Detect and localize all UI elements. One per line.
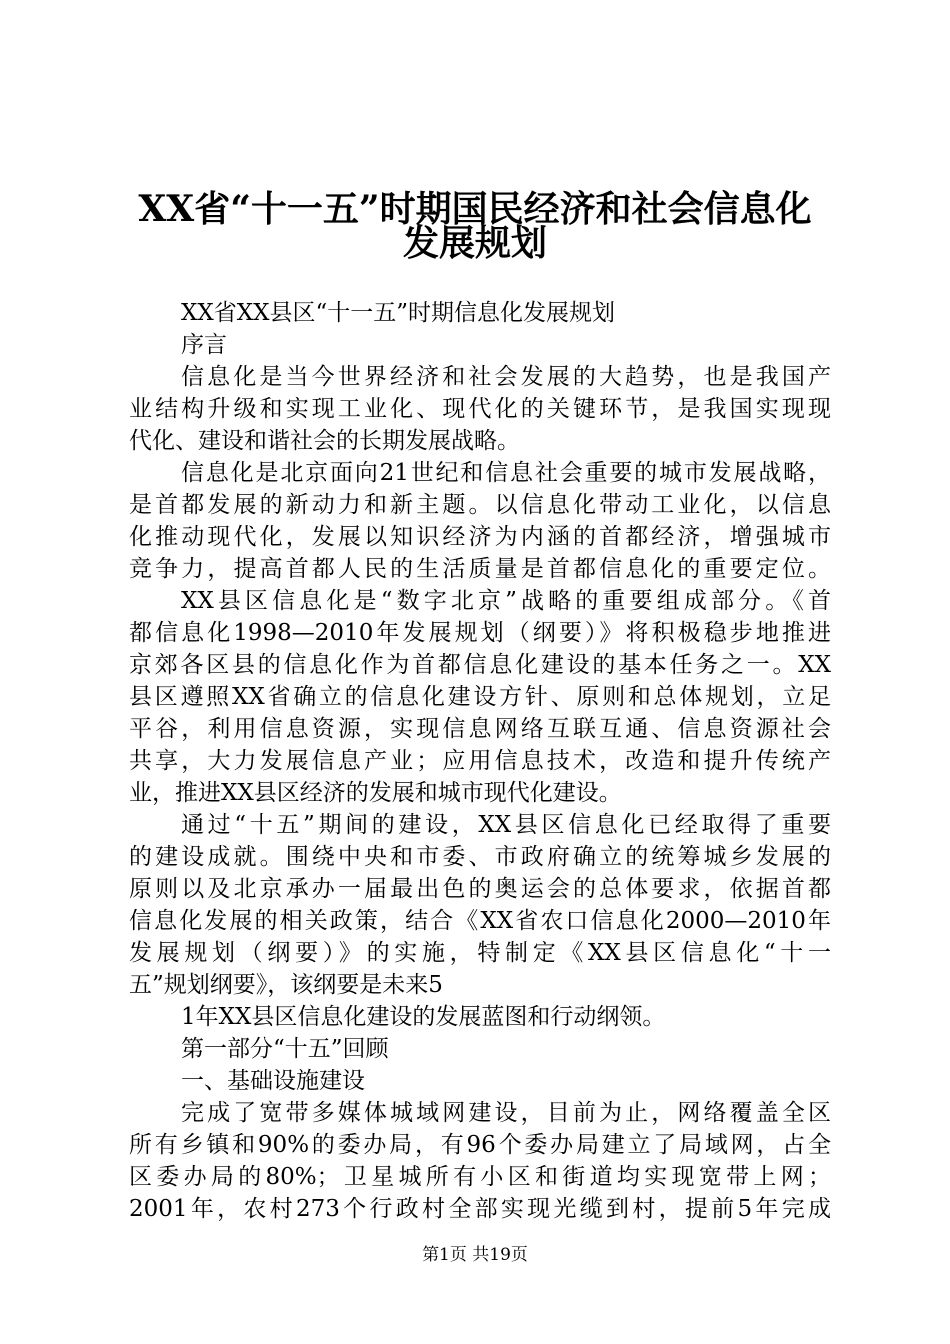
- document-title-line-1: XX省“十一五”时期国民经济和社会信息化: [138, 188, 812, 230]
- body-line: 序言: [181, 332, 227, 358]
- body-line: 发展规划（纲要）》的实施，特制定《XX县区信息化“十一: [129, 940, 831, 966]
- body-line: 代化、建设和谐社会的长期发展战略。: [129, 428, 520, 454]
- body-line: 都信息化1998—2010年发展规划（纲要）》将积极稳步地推进: [129, 620, 831, 646]
- body-line: 业，推进XX县区经济的发展和城市现代化建设。: [129, 780, 622, 806]
- body-line: 信息化是当今世界经济和社会发展的大趋势，也是我国产: [181, 364, 831, 390]
- body-line: 五”规划纲要》，该纲要是未来5: [129, 972, 443, 998]
- body-line: 业结构升级和实现工业化、现代化的关键环节，是我国实现现: [129, 396, 831, 422]
- body-line: 信息化发展的相关政策，结合《XX省农口信息化2000—2010年: [129, 908, 831, 934]
- body-line: 县区遵照XX省确立的信息化建设方针、原则和总体规划，立足: [129, 684, 831, 710]
- body-line: 化推动现代化，发展以知识经济为内涵的首都经济，增强城市: [129, 524, 831, 550]
- body-line: 所有乡镇和90%的委办局，有96个委办局建立了局域网，占全: [129, 1132, 831, 1158]
- page-number-footer: 第1页 共19页: [422, 1245, 528, 1265]
- body-line: 一、基础设施建设: [181, 1068, 365, 1094]
- document-title-line-2: 发展规划: [402, 222, 547, 264]
- body-line: 的建设成就。围绕中央和市委、市政府确立的统筹城乡发展的: [129, 844, 831, 870]
- body-line: XX县区信息化是“数字北京”战略的重要组成部分。《首: [181, 588, 831, 614]
- body-line: 2001年，农村273个行政村全部实现光缆到村，提前5年完成: [129, 1196, 831, 1222]
- body-line: 通过“十五”期间的建设，XX县区信息化已经取得了重要: [181, 812, 831, 838]
- body-line: XX省XX县区“十一五”时期信息化发展规划: [181, 300, 616, 326]
- body-line: 信息化是北京面向21世纪和信息社会重要的城市发展战略，: [181, 460, 831, 486]
- body-line: 原则以及北京承办一届最出色的奥运会的总体要求，依据首都: [129, 876, 831, 902]
- body-line: 1年XX县区信息化建设的发展蓝图和行动纲领。: [181, 1004, 666, 1030]
- body-line: 竞争力，提高首都人民的生活质量是首都信息化的重要定位。: [129, 556, 831, 582]
- body-line: 平谷，利用信息资源，实现信息网络互联互通、信息资源社会: [129, 716, 831, 742]
- body-line: 是首都发展的新动力和新主题。以信息化带动工业化，以信息: [129, 492, 831, 518]
- body-line: 京郊各区县的信息化作为首都信息化建设的基本任务之一。XX: [129, 652, 831, 678]
- body-line: 第一部分“十五”回顾: [181, 1036, 389, 1062]
- body-line: 区委办局的80%；卫星城所有小区和街道均实现宽带上网；: [129, 1164, 831, 1190]
- document-body: [129, 297, 831, 1225]
- body-line: 完成了宽带多媒体城域网建设，目前为止，网络覆盖全区: [181, 1100, 831, 1126]
- body-line: 共享，大力发展信息产业；应用信息技术，改造和提升传统产: [129, 748, 831, 774]
